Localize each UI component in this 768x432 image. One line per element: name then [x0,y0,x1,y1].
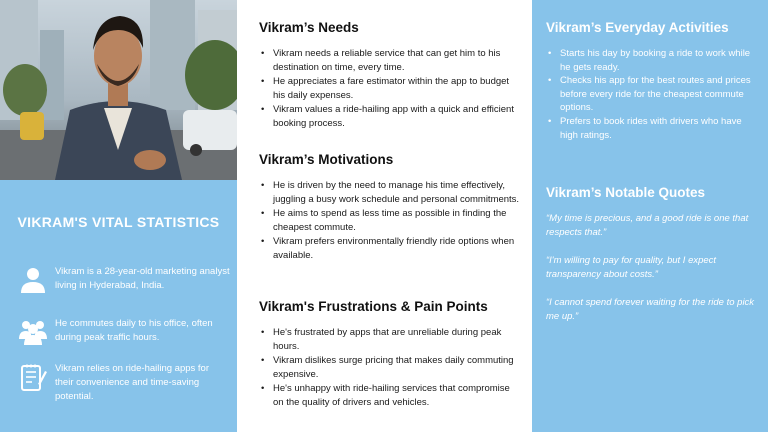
needs-section [259,20,521,132]
stat-text-apps: Vikram relies on ride-hailing apps for their convenience and time-saving potential. [55,363,210,402]
persona-photo [0,0,237,180]
left-panel [0,0,237,432]
stat-item-commute [18,317,228,361]
person-icon [18,265,48,295]
quote-item: “I'm willing to pay for quality, but I expect transparency about costs.” [546,255,717,280]
stat-text-age: Vikram is a 28-year-old marketing analyst living in Hyderabad, India. [55,266,230,291]
list-item: • He is driven by the need to manage his time effectively, juggling a busy work schedule and personal commitments. [259,179,521,206]
quotes-section [546,185,761,338]
list-item: • Checks his app for the best routes and prices before every ride for the cheapest commute options. [546,74,761,115]
stat-item-apps [18,362,228,406]
stat-item-age [18,265,228,309]
list-item: • He appreciates a fare estimator within the app to budget his daily expenses. [259,75,521,102]
quote-item: “I cannot spend forever waiting for the ride to pick me up.” [546,297,755,322]
activities-title: Vikram’s Everyday Activities [546,20,729,35]
needs-list [259,47,521,131]
middle-panel [237,0,532,432]
motivations-list [259,179,521,263]
vital-statistics-title: VIKRAM'S VITAL STATISTICS [17,214,220,230]
right-panel [532,0,768,432]
list-item: • He's unhappy with ride-hailing services that compromise on the quality of drivers and vehicles. [259,382,521,409]
list-item: • He's frustrated by apps that are unreliable during peak hours. [259,326,521,353]
list-item: • He aims to spend as less time as possible in finding the cheapest commute. [259,207,521,234]
quote-item: “My time is precious, and a good ride is one that respects that.” [546,213,749,238]
list-item: • Prefers to book rides with drivers who have high ratings. [546,115,761,142]
activities-section [546,20,761,142]
quotes-title: Vikram’s Notable Quotes [546,185,706,200]
notepad-icon [18,362,48,392]
activities-list [546,47,761,142]
frustrations-title: Vikram's Frustrations & Pain Points [259,299,488,314]
motivations-section [259,152,521,264]
list-item: • Vikram prefers environmentally friendly ride options when available. [259,235,521,262]
frustrations-list [259,326,521,410]
frustrations-section [259,299,521,411]
list-item: • Vikram dislikes surge pricing that makes daily commuting expensive. [259,354,521,381]
list-item: • Vikram values a ride-hailing app with a quick and efficient booking process. [259,103,521,130]
list-item: • Vikram needs a reliable service that can get him to his destination on time, every time. [259,47,521,74]
needs-title: Vikram’s Needs [259,20,359,35]
group-icon [18,317,48,347]
motivations-title: Vikram’s Motivations [259,152,394,167]
list-item: • Starts his day by booking a ride to work while he gets ready. [546,47,761,74]
stat-text-commute: He commutes daily to his office, often during peak traffic hours. [55,318,213,343]
